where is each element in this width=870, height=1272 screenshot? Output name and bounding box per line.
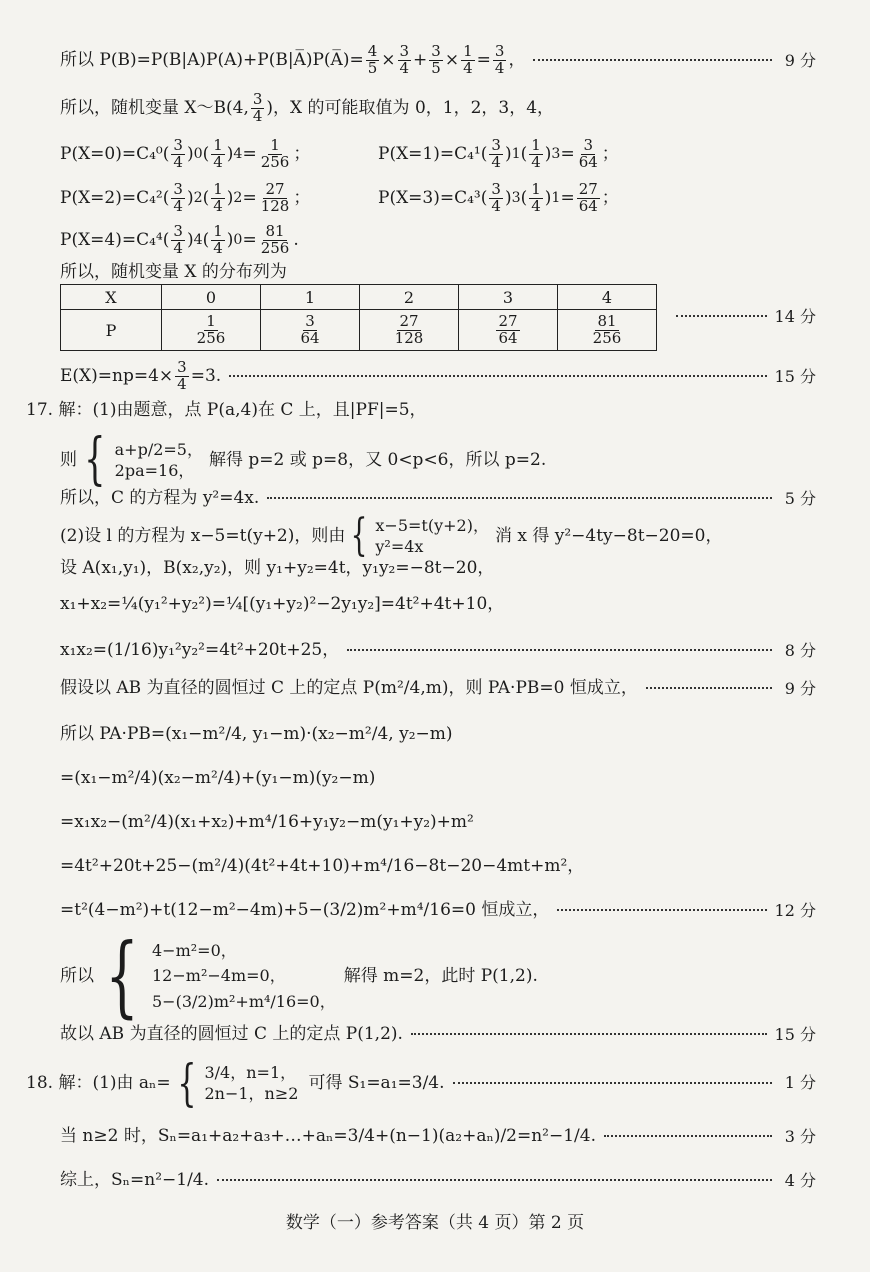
q18-intro: 18. 解：(1)由 aₙ= { 3/4，n=1， 2n−1，n≥2 可得 S₁=a₁=3/4. 1 分 (26, 1054, 816, 1112)
q17-conclusion: 故以 AB 为直径的圆恒过 C 上的定点 P(1,2). 15 分 (60, 1024, 816, 1044)
q17-expand2: =x₁x₂−(m²/4)(x₁+x₂)+m⁴/16+y₁y₂−m(y₁+y₂)+m² (60, 812, 474, 832)
line-pb: 所以 P(B)=P(B|A)P(A)+P(B|A̅)P(A̅)= $\frac{4}{5}$ × $\frac{3}{4}$ + $\frac{3}{5}$ × $\frac{1}{4}$ = $\frac{3}{4}$ ， 9 分 (60, 42, 816, 77)
q17-expand1: =(x₁−m²/4)(x₂−m²/4)+(y₁−m)(y₂−m) (60, 768, 376, 788)
frac: $\frac{4}{5}$ (367, 42, 378, 77)
dist-title: 所以，随机变量 X 的分布列为 (60, 262, 287, 282)
pb-expression: 所以 P(B)=P(B|A)P(A)+P(B|A̅)P(A̅)= (60, 50, 364, 71)
p-x2: P(X=2)=C₄²( $\frac{3}{4}$ ) 2 ( $\frac{1}{4}$ ) 2 = $\frac{27}{128}$ ； (60, 180, 311, 215)
piecewise-definition: 3/4，n=1， 2n−1，n≥2 (204, 1062, 299, 1103)
table-cell: $\frac{27}{64}$ (459, 310, 558, 351)
table-cell: 1 (261, 285, 360, 310)
p-x1: P(X=1)=C₄¹( $\frac{3}{4}$ ) 1 ( $\frac{1}{4}$ ) 3 = $\frac{3}{64}$ ； (378, 136, 619, 171)
score: 14 分 (774, 307, 816, 326)
leader-dots (533, 59, 772, 61)
score: 5 分 (784, 488, 816, 508)
table-cell: $\frac{1}{256}$ (162, 310, 261, 351)
table-cell: 3 (459, 285, 558, 310)
q18-summary: 综上，Sₙ=n²−1/4. 4 分 (60, 1170, 816, 1190)
table-cell: $\frac{3}{64}$ (261, 310, 360, 351)
table-cell: 2 (360, 285, 459, 310)
score: 9 分 (784, 50, 816, 70)
line-binomial (60, 92, 816, 125)
q17-assume: 假设以 AB 为直径的圆恒过 C 上的定点 P(m²/4,m)，则 PA·PB=0 恒成立， 9 分 (60, 678, 816, 698)
score: 8 分 (784, 640, 816, 660)
distribution-table (60, 284, 657, 351)
frac: $\frac{3}{4}$ (252, 90, 263, 125)
score: 4 分 (784, 1170, 816, 1190)
q17-identity: =t²(4−m²)+t(12−m²−4m)+5−(3/2)m²+m⁴/16=0 恒成立， 12 分 (60, 900, 816, 920)
score: 15 分 (774, 366, 816, 386)
score: 9 分 (784, 678, 816, 698)
leader-dots (267, 497, 772, 499)
page-footer: 数学（一）参考答案（共 4 页）第 2 页 (285, 1213, 585, 1233)
q17-solve-m: 所以 { 4−m²=0， 12−m²−4m=0， 5−(3/2)m²+m⁴/16=0， 解得 m=2，此时 P(1,2). (60, 924, 538, 1027)
frac: $\frac{3}{5}$ (431, 42, 441, 77)
leader-dots (347, 649, 772, 651)
leader-dots (411, 1033, 767, 1035)
line-p0-p1 (60, 138, 816, 171)
brace: { (105, 924, 139, 1027)
leader-dots (229, 375, 766, 377)
p-x0: P(X=0)=C₄⁰( $\frac{3}{4}$ ) 0 ( $\frac{1}{4}$ ) 4 = $\frac{1}{256}$ ； (60, 136, 311, 171)
brace: { (84, 427, 106, 492)
line-p4: P(X=4)=C₄⁴( $\frac{3}{4}$ ) 4 ( $\frac{1}{4}$ ) 0 = $\frac{81}{256}$ . (60, 222, 299, 257)
q17-line-l: (2)设 l 的方程为 x−5=t(y+2)，则由 { x−5=t(y+2)， y²=4x 消 x 得 y²−4ty−8t−20=0， (60, 510, 723, 561)
text: 所以，随机变量 X～B(4, (60, 98, 249, 119)
table-score (676, 304, 816, 327)
score: 12 分 (774, 900, 816, 920)
table-cell: P (61, 310, 162, 351)
equation-system: 4−m²=0， 12−m²−4m=0， 5−(3/2)m²+m⁴/16=0， (152, 941, 336, 1011)
q18-sum: 当 n≥2 时，Sₙ=a₁+a₂+a₃+…+aₙ=3/4+(n−1)(a₂+aₙ)/2=n²−1/4. 3 分 (60, 1126, 816, 1146)
score: 15 分 (774, 1024, 816, 1044)
p-x3: P(X=3)=C₄³( $\frac{3}{4}$ ) 3 ( $\frac{1}{4}$ ) 1 = $\frac{27}{64}$ ； (378, 180, 619, 215)
leader-dots (453, 1082, 772, 1084)
q17-dot-product: 所以 PA·PB=(x₁−m²/4, y₁−m)·(x₂−m²/4, y₂−m) (60, 724, 453, 744)
q17-product-x: x₁x₂=(1/16)y₁²y₂²=4t²+20t+25， 8 分 (60, 640, 816, 660)
q17-system: 则 { a+p/2=5， 2pa=16， 解得 p=2 或 p=8，又 0<p<6，所以 p=2. (60, 427, 547, 492)
brace: { (177, 1054, 197, 1112)
table-cell: $\frac{27}{128}$ (360, 310, 459, 351)
line-expectation: E(X)=np=4× $\frac{3}{4}$ =3. 15 分 (60, 358, 816, 393)
score: 1 分 (784, 1073, 816, 1093)
text: )，X 的可能取值为 0，1，2，3，4， (266, 98, 555, 119)
frac: $\frac{1}{4}$ (463, 42, 473, 77)
score: 3 分 (784, 1126, 816, 1146)
leader-dots (646, 687, 772, 689)
leader-dots (557, 909, 766, 911)
brace: { (350, 510, 368, 561)
q17-equation-c: 所以，C 的方程为 y²=4x. 5 分 (60, 488, 816, 508)
table-row (61, 310, 657, 351)
table-cell: 4 (558, 285, 657, 310)
q17-vieta: 设 A(x₁,y₁)，B(x₂,y₂)，则 y₁+y₂=4t，y₁y₂=−8t−20， (60, 558, 495, 578)
table-cell: $\frac{81}{256}$ (558, 310, 657, 351)
leader-dots (604, 1135, 772, 1137)
table-cell: 0 (162, 285, 261, 310)
frac: $\frac{3}{4}$ (399, 42, 410, 77)
leader-dots (676, 315, 767, 317)
line-p2-p3 (60, 182, 816, 215)
q17-expand3: =4t²+20t+25−(m²/4)(4t²+4t+10)+m⁴/16−8t−20−4mt+m²， (60, 856, 585, 876)
table-cell: X (61, 285, 162, 310)
equation-system: x−5=t(y+2)， y²=4x (375, 515, 489, 556)
leader-dots (217, 1179, 772, 1181)
table-header-row (61, 285, 657, 310)
q17-sum-x: x₁+x₂=¼(y₁²+y₂²)=¼[(y₁+y₂)²−2y₁y₂]=4t²+4t+10， (60, 594, 505, 614)
q17-intro: 17. 解：(1)由题意，点 P(a,4)在 C 上，且|PF|=5， (26, 400, 427, 420)
equation-system: a+p/2=5， 2pa=16， (114, 439, 203, 480)
frac: $\frac{3}{4}$ (494, 42, 505, 77)
